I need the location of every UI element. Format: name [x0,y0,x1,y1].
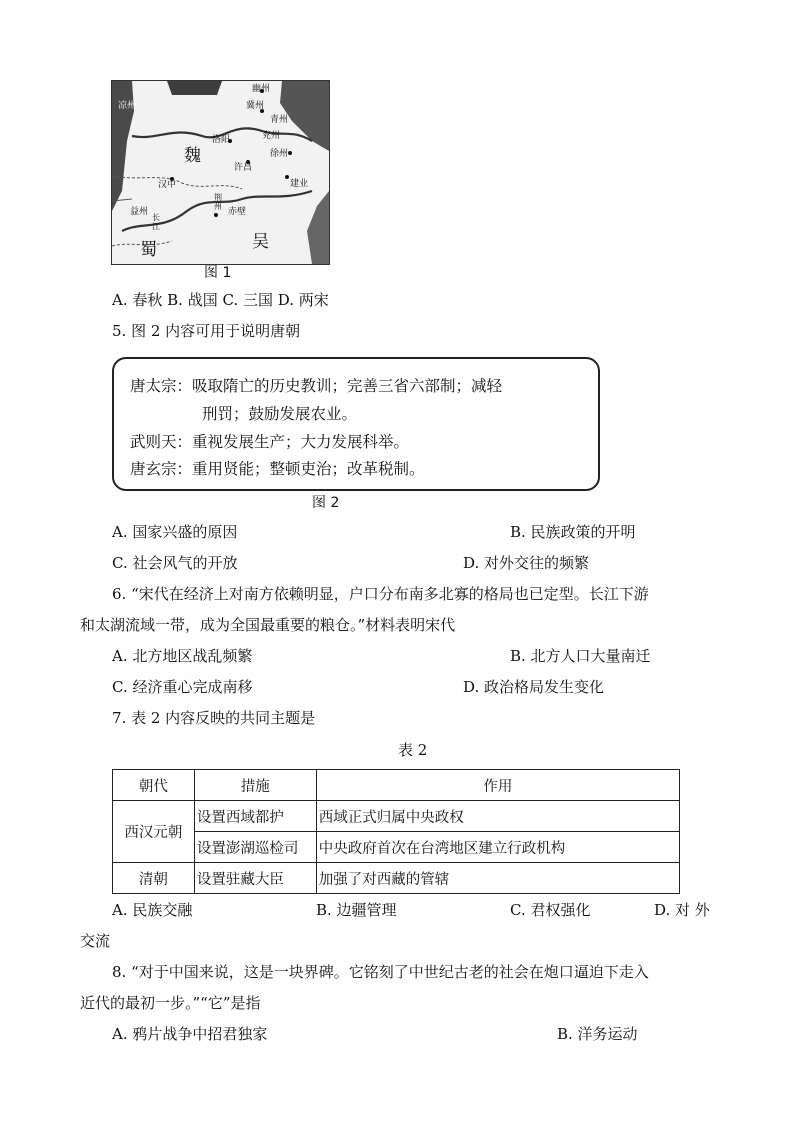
table-cell-measure: 设置西域都护 [194,801,316,832]
table-cell-dynasty: 清朝 [113,863,195,894]
q8-option-b: B. 洋务运动 [557,1025,638,1043]
map-label-xuchang: 许昌 [234,163,253,173]
table-cell-effect: 中央政府首次在台湾地区建立行政机构 [316,832,679,863]
map-label-jianye: 建业 [290,179,309,189]
table-2 [112,769,680,894]
figure-2-caption: 图 2 [312,495,340,511]
table-row [113,801,680,832]
box-line-1: 唐太宗：吸取隋亡的历史教训；完善三省六部制；减轻 [130,377,503,395]
map-drawing [112,81,329,264]
table-cell-measure: 设置驻藏大臣 [194,863,316,894]
box-line-4: 唐玄宗：重用贤能；整顿吏治；改革税制。 [130,460,425,478]
map-label-changjiang: 长江 [152,213,160,231]
table-header-cell: 作用 [316,770,679,801]
figure-1-caption: 图 1 [204,265,232,281]
q5-option-d: D. 对外交往的频繁 [463,554,590,572]
map-label-hanzhong: 汉中 [158,180,177,190]
q6-option-b: B. 北方人口大量南迁 [510,647,651,665]
q6-option-c: C. 经济重心完成南移 [112,678,253,696]
table-header-cell: 朝代 [113,770,195,801]
map-label-wu: 吴 [252,232,269,252]
map-figure [111,80,330,265]
q5-option-b: B. 民族政策的开明 [510,523,636,541]
map-label-qing: 青州 [270,115,289,125]
q4-options: A. 春秋 B. 战国 C. 三国 D. 两宋 [112,291,329,309]
table-cell-dynasty: 西汉元朝 [113,801,195,863]
q5-stem: 5. 图 2 内容可用于说明唐朝 [112,322,301,340]
q5-option-c: C. 社会风气的开放 [112,554,238,572]
q7-stem: 7. 表 2 内容反映的共同主题是 [112,709,316,727]
table-cell-effect: 加强了对西藏的管辖 [316,863,679,894]
q8-option-a: A. 鸦片战争中招君独家 [112,1025,268,1043]
q7-option-c: C. 君权强化 [510,901,591,919]
q8-line-1: 8. “对于中国来说，这是一块界碑。它铭刻了中世纪古老的社会在炮口逼迫下走入 [112,963,649,981]
table-header-row [113,770,680,801]
table-cell-measure: 设置澎湖巡检司 [194,832,316,863]
map-label-ji: 冀州 [246,101,265,111]
box-line-3: 武则天：重视发展生产；大力发展科举。 [130,433,410,451]
q6-option-a: A. 北方地区战乱频繁 [112,647,253,665]
q7-option-b: B. 边疆管理 [316,901,397,919]
q8-line-2: 近代的最初一步。”“它”是指 [80,994,261,1012]
figure-2-box [112,357,600,491]
map-label-shu: 蜀 [140,240,157,260]
table-header-cell: 措施 [194,770,316,801]
map-label-wei: 魏 [184,146,201,166]
q6-line-1: 6. “宋代在经济上对南方依赖明显，户口分布南多北寡的格局也已定型。长江下游 [112,585,649,603]
map-label-xu: 徐州 [270,149,289,159]
q5-option-a: A. 国家兴盛的原因 [112,523,238,541]
map-label-yan: 兖州 [262,131,281,141]
q6-line-2: 和太湖流域一带，成为全国最重要的粮仓。”材料表明宋代 [80,616,456,634]
q6-option-d: D. 政治格局发生变化 [463,678,605,696]
map-label-you: 幽州 [252,84,271,94]
map-label-luoyang: 洛阳 [212,135,231,145]
table-row [113,863,680,894]
box-line-2: 刑罚；鼓励发展农业。 [202,405,358,423]
map-label-chibi: 赤壁 [228,207,247,217]
q7-option-a: A. 民族交融 [112,901,193,919]
map-label-jing: 荆州 [214,193,222,211]
map-label-liangzhou: 凉州 [118,101,137,111]
q7-option-d: D. 对 外 [654,901,710,919]
map-label-yi: 益州 [130,207,149,217]
table-row [113,832,680,863]
table-cell-effect: 西域正式归属中央政权 [316,801,679,832]
q7-option-d-cont: 交流 [80,932,111,950]
table-2-title: 表 2 [398,741,428,759]
